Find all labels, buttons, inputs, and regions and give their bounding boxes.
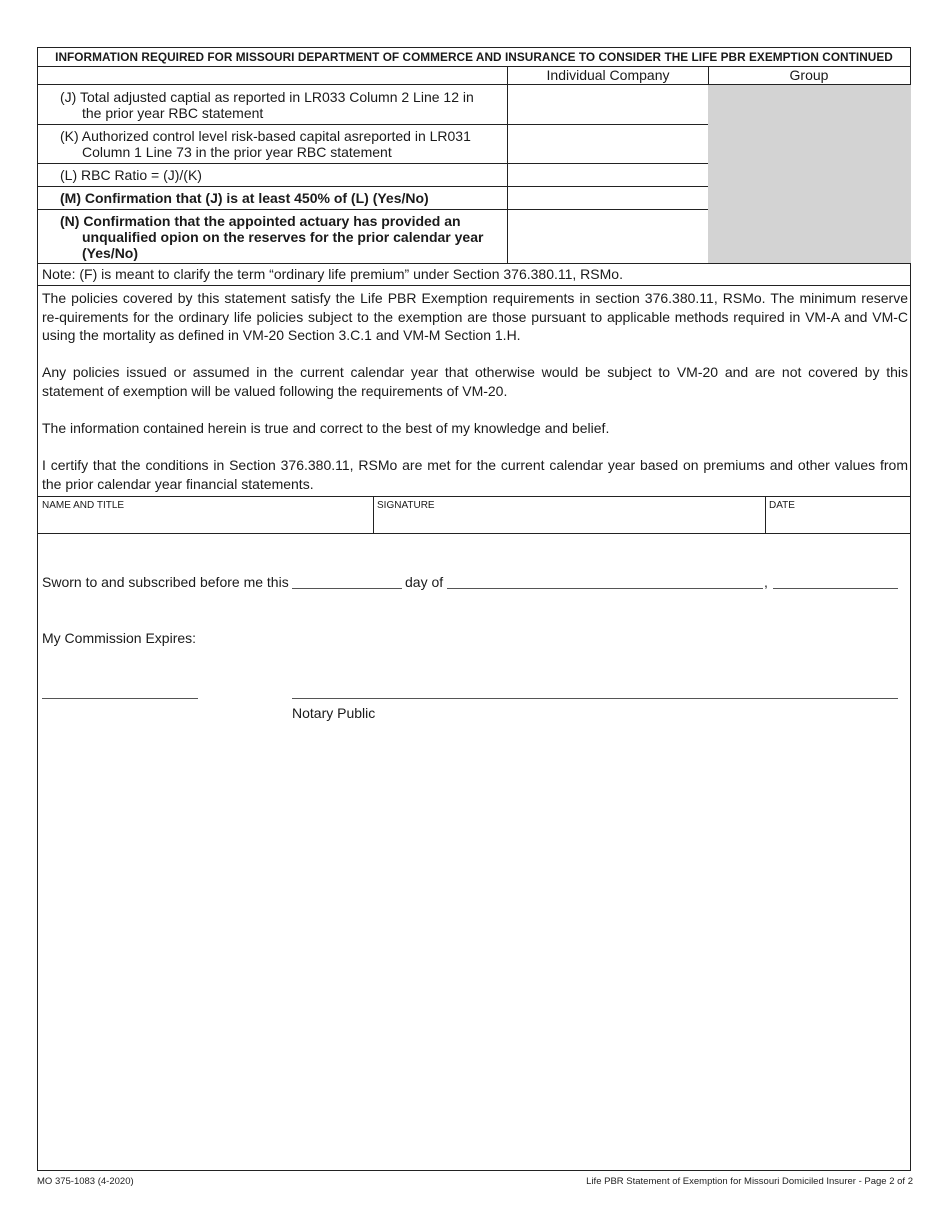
paragraph-vm20-policies: Any policies issued or assumed in the current calendar year that otherwise would be subject to VM-20 and are not covered by this statement of exemption will be valued following the requirements of VM-20. xyxy=(42,364,908,399)
commission-expires-label: My Commission Expires: xyxy=(42,630,197,646)
sworn-month-blank[interactable] xyxy=(447,588,763,589)
form-note: Note: (F) is meant to clarify the term “ordinary life premium” under Section 376.380.11, RSMo. xyxy=(42,266,623,282)
row-j-label: (J) Total adjusted captial as reported in LR033 Column 2 Line 12 in the prior year RBC statement xyxy=(60,89,474,121)
name-and-title-input[interactable] xyxy=(39,497,372,533)
row-k-label: (K) Authorized control level risk-based capital asreported in LR031 Column 1 Line 73 in the prior year RBC statement xyxy=(60,128,471,160)
form-header-title: INFORMATION REQUIRED FOR MISSOURI DEPARTMENT OF COMMERCE AND INSURANCE TO CONSIDER THE LIFE PBR EXEMPTION CONTINUED xyxy=(55,50,893,64)
row-j-individual-input[interactable] xyxy=(508,85,708,124)
name-and-title-label: NAME AND TITLE xyxy=(42,500,125,511)
form-frame xyxy=(37,47,911,1171)
commission-expires-blank[interactable] xyxy=(42,698,198,699)
date-input[interactable] xyxy=(766,497,910,533)
footer-form-number: MO 375-1083 (4-2020) xyxy=(37,1176,134,1187)
sworn-year-blank[interactable] xyxy=(773,588,898,589)
paragraph-exemption-requirements: The policies covered by this statement satisfy the Life PBR Exemption requirements in section 376.380.11, RSMo. The minimum reserve re-quirements for the ordinary life policies subject to the exemption are those pursuant to applicable methods required in VM-A and VM-C using the mortality as defined in VM-20 Section 3.C.1 and VM-M Section 1.H. xyxy=(42,290,908,343)
notary-public-label: Notary Public xyxy=(292,705,376,721)
sworn-text-start: Sworn to and subscribed before me this xyxy=(42,574,289,590)
row-m-individual-input[interactable] xyxy=(508,187,708,209)
paragraph-certification: I certify that the conditions in Section 376.380.11, RSMo are met for the current calendar year based on premiums and other values from the prior calendar year financial statements. xyxy=(42,457,908,492)
group-column-shaded-area xyxy=(708,85,911,263)
signature-label: SIGNATURE xyxy=(377,500,435,511)
sworn-day-blank[interactable] xyxy=(292,588,402,589)
paragraph-true-and-correct: The information contained herein is true and correct to the best of my knowledge and belief. xyxy=(42,420,610,436)
footer-page-info: Life PBR Statement of Exemption for Missouri Domiciled Insurer - Page 2 of 2 xyxy=(586,1176,913,1187)
column-header-group: Group xyxy=(789,67,829,83)
signature-input[interactable] xyxy=(374,497,764,533)
row-l-label: (L) RBC Ratio = (J)/(K) xyxy=(60,167,202,183)
row-l-individual-input[interactable] xyxy=(508,164,708,186)
row-n-individual-input[interactable] xyxy=(508,210,708,263)
row-n-label: (N) Confirmation that the appointed actuary has provided an unqualified opion on the reserves for the prior calendar year (Yes/No) xyxy=(60,213,484,261)
date-label: DATE xyxy=(769,500,795,511)
notary-public-signature-line[interactable] xyxy=(292,698,898,699)
row-k-individual-input[interactable] xyxy=(508,125,708,163)
row-m-label: (M) Confirmation that (J) is at least 450% of (L) (Yes/No) xyxy=(60,190,429,206)
sworn-comma: , xyxy=(764,574,768,590)
sworn-text-day-of: day of xyxy=(405,574,444,590)
column-header-individual-company: Individual Company xyxy=(546,67,670,83)
